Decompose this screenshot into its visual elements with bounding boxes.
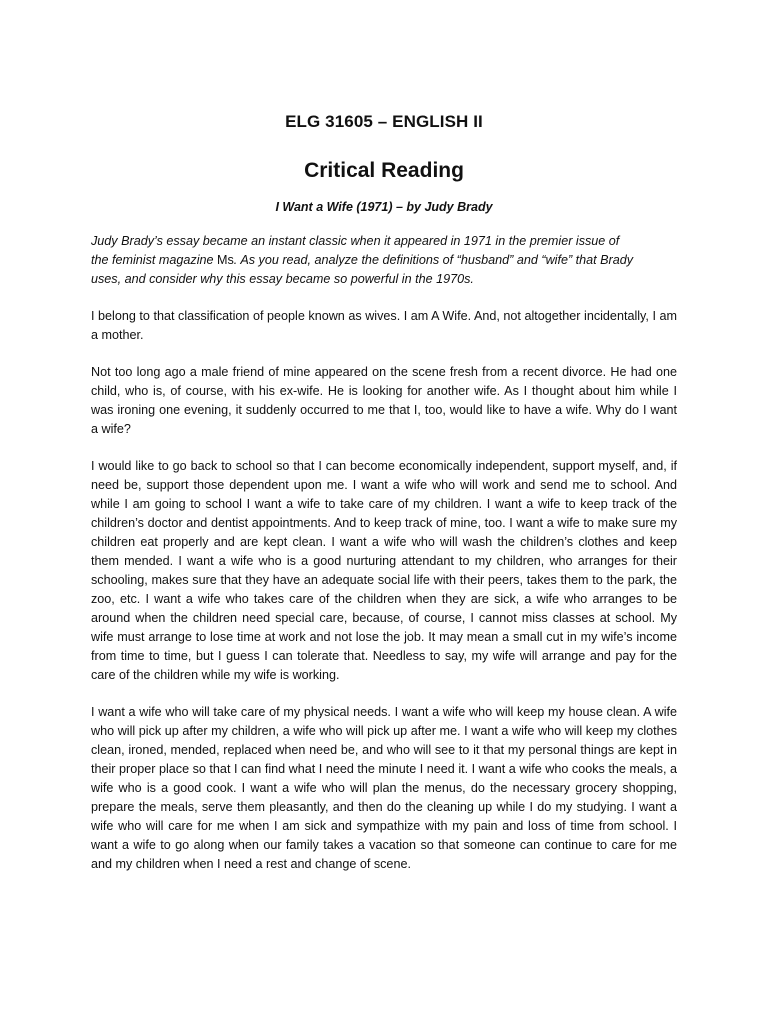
intro-paragraph	[91, 232, 636, 289]
document-page	[91, 112, 677, 892]
body-paragraph-3: I would like to go back to school so that I can become economically independent, support myself, and, if need be, support those dependent upon me. I want a wife who will work and send me to school. And while I am going to school I want a wife to take care of my children. I want a wife to keep track of the children’s doctor and dentist appointments. And to keep track of mine, too. I want a wife to make sure my children eat properly and are kept clean. I want a wife who will wash the children’s clothes and keep them mended. I want a wife who is a good nurturing attendant to my children, who arranges for their schooling, makes sure that they have an adequate social life with their peers, takes them to the park, the zoo, etc. I want a wife who takes care of the children when they are sick, a wife who arranges to be around when the children need special care, because, of course, I cannot miss classes at school. My wife must arrange to lose time at work and not lose the job. It may mean a small cut in my wife’s income from time to time, but I guess I can tolerate that. Needless to say, my wife will arrange and pay for the care of the children while my wife is working.	[91, 459, 677, 682]
course-title: ELG 31605 – ENGLISH II	[285, 112, 483, 131]
essay-subtitle: I Want a Wife (1971) – by Judy Brady	[275, 200, 493, 214]
body-paragraph-1: I belong to that classification of people known as wives. I am A Wife. And, not altogether incidentally, I am a mother.	[91, 309, 677, 342]
main-title: Critical Reading	[304, 159, 464, 182]
body-paragraph-2: Not too long ago a male friend of mine appeared on the scene fresh from a recent divorce. He had one child, who is, of course, with his ex-wife. He is looking for another wife. As I thought about him while I was ironing one evening, it suddenly occurred to me that I, too, would like to have a wife. Why do I want a wife?	[91, 365, 677, 436]
magazine-name: Ms	[217, 253, 234, 267]
intro-text-part1: Judy Brady’s essay became an instant classic when it appeared in 1971 in the premier issue of the feminist magazine	[91, 234, 620, 267]
intro-text-part2: . As you read, analyze the definitions of “husband” and “wife” that Brady uses, and consider why this essay became so powerful in the 1970s.	[91, 253, 634, 286]
body-paragraph-4: I want a wife who will take care of my physical needs. I want a wife who will keep my house clean. A wife who will pick up after my children, a wife who will pick up after me. I want a wife who will keep my clothes clean, ironed, mended, replaced when need be, and who will see to it that my personal things are kept in their proper place so that I can find what I need the minute I need it. I want a wife who cooks the meals, a wife who is a good cook. I want a wife who will plan the menus, do the necessary grocery shopping, prepare the meals, serve them pleasantly, and then do the cleaning up while I do my studying. I want a wife who will care for me when I am sick and sympathize with my pain and loss of time from school. I want a wife to go along when our family takes a vacation so that someone can continue to care for me and my children when I need a rest and change of scene.	[91, 705, 677, 871]
